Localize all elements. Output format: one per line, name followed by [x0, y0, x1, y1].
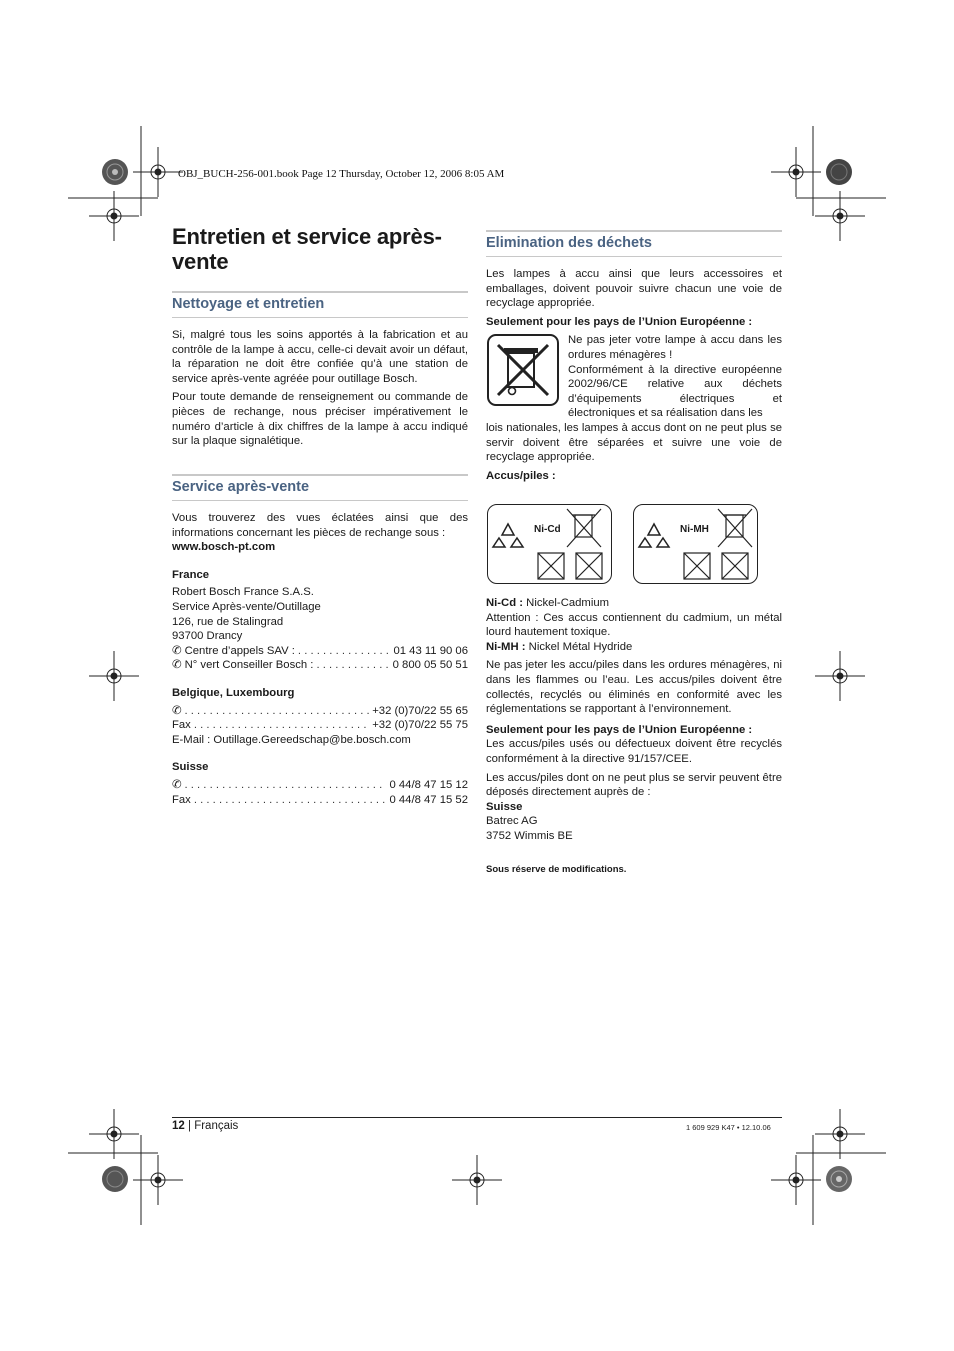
- paragraph: Les accus/piles usés ou défectueux doivent être recyclés conformément à la directive 91/157/CEE.: [486, 738, 782, 765]
- country-heading-belgique: Belgique, Luxembourg: [172, 686, 295, 699]
- registration-target-icon: [145, 159, 171, 185]
- eu-heading: Seulement pour les pays de l’Union Européenne :: [486, 315, 753, 328]
- contact-row: [172, 718, 468, 733]
- elimination-section: [486, 230, 782, 483]
- service-section: [172, 474, 468, 807]
- reserve-note: Sous réserve de modifications.: [486, 863, 627, 875]
- contact-value: 0 44/8 47 15 12: [389, 778, 468, 791]
- contact-value: 0 800 05 50 51: [392, 659, 468, 672]
- footer-code: 1 609 929 K47 • 12.10.06: [686, 1123, 771, 1132]
- crossed-bin-icon: [486, 333, 560, 407]
- suisse-heading: Suisse: [486, 800, 523, 813]
- contact-value: 0 44/8 47 15 52: [389, 793, 468, 806]
- badge-label: Ni-Cd: [534, 524, 561, 535]
- nicd-recycling-badge: [487, 504, 612, 584]
- nicd-label: Ni-Cd :: [486, 597, 524, 609]
- registration-target-icon: [145, 1167, 171, 1193]
- paragraph: Ne pas jeter les accu/piles dans les ordures ménagères, ni dans les flammes ou l’eau. Les accus/piles doivent être collectés, recyclés ou éliminés en conformité avec les réglementations se rapportant à l’environnement.: [486, 659, 782, 716]
- website-link[interactable]: www.bosch-pt.com: [172, 541, 276, 554]
- contact-row: [172, 658, 468, 673]
- paragraph: Si, malgré tous les soins apportés à la fabrication et au contrôle de la lampe à accu, celle-ci devait avoir un défaut, la réparation ne doit être confiée qu’à une station de service après-vente agréée pour outillage Bosch.: [172, 329, 468, 385]
- badge-label: Ni-MH: [680, 524, 709, 535]
- registration-target-icon: [783, 1167, 809, 1193]
- color-disk-icon: [101, 1165, 129, 1193]
- nicd-value: Nickel-Cadmium: [526, 597, 610, 609]
- paragraph: Vous trouverez des vues éclatées ainsi que des informations concernant les pièces de rechange sous :: [172, 512, 468, 539]
- registration-target-icon: [783, 159, 809, 185]
- address-line: Batrec AG: [486, 815, 538, 828]
- contact-label: Fax: [172, 719, 191, 732]
- contact-value: +32 (0)70/22 55 65: [372, 704, 468, 717]
- contact-value: 01 43 11 90 06: [393, 644, 468, 657]
- section-heading: Service après-vente: [172, 474, 468, 501]
- registration-target-icon: [101, 663, 127, 689]
- color-disk-icon: [825, 1165, 853, 1193]
- nimh-label: Ni-MH :: [486, 640, 526, 653]
- contact-label: ✆ N° vert Conseiller Bosch :: [172, 659, 314, 672]
- address-line: 126, rue de Stalingrad: [172, 615, 284, 628]
- accus-heading: Accus/piles :: [486, 469, 556, 482]
- address-line: Robert Bosch France S.A.S.: [172, 586, 314, 599]
- country-heading-france: France: [172, 568, 210, 581]
- contact-label: Fax: [172, 793, 191, 806]
- color-disk-icon: [101, 158, 129, 186]
- address-line: 3752 Wimmis BE: [486, 829, 573, 842]
- footer-language: Français: [194, 1120, 239, 1132]
- footer-page-info: 12 | Français: [172, 1120, 239, 1132]
- country-heading-suisse: Suisse: [172, 761, 209, 774]
- registration-target-icon: [101, 1121, 127, 1147]
- page-title: Entretien et service après-vente: [172, 224, 442, 274]
- paragraph: Ne pas jeter votre lampe à accu dans les ordures ménagères !: [568, 334, 782, 361]
- contact-label: ✆ Centre d’appels SAV :: [172, 644, 295, 657]
- contact-row: [172, 793, 468, 808]
- color-disk-icon: [825, 158, 853, 186]
- contact-label: ✆: [172, 778, 182, 791]
- contact-value: +32 (0)70/22 55 75: [372, 719, 468, 732]
- registration-target-icon: [101, 203, 127, 229]
- paragraph: Pour toute demande de renseignement ou commande de pièces de rechange, nous préciser impérativement le numéro d’article à dix chiffres de la lampe à accu indiqué sur la plaque signalétique.: [172, 391, 468, 448]
- registration-target-icon: [464, 1167, 490, 1193]
- paragraph: Conformément à la directive européenne 2002/96/CE relative aux déchets d’équipements électriques et électroniques et sa réalisation dans les: [568, 363, 782, 420]
- address-line: Service Après-vente/Outillage: [172, 600, 321, 613]
- nettoyage-section: [172, 291, 468, 449]
- nimh-value: Nickel Métal Hydride: [528, 640, 633, 653]
- nicd-line: [486, 596, 782, 611]
- address-line: 93700 Drancy: [172, 630, 243, 643]
- contact-row: [172, 778, 468, 793]
- section-heading: Elimination des déchets: [486, 230, 782, 257]
- paragraph: lois nationales, les lampes à accus dont on ne peut plus se servir doivent être séparées et suivre une voie de recyclage appropriée.: [486, 421, 782, 464]
- contact-row: [172, 644, 468, 659]
- email-line: E-Mail : Outillage.Gereedschap@be.bosch.com: [172, 733, 411, 746]
- section-heading: Nettoyage et entretien: [172, 291, 468, 318]
- paragraph: Les accus/piles dont on ne peut plus se servir peuvent être déposés directement auprès de :: [486, 771, 782, 799]
- print-header: OBJ_BUCH-256-001.book Page 12 Thursday, October 12, 2006 8:05 AM: [178, 168, 505, 180]
- registration-target-icon: [827, 203, 853, 229]
- contact-label: ✆: [172, 704, 182, 717]
- accus-details: [486, 596, 782, 875]
- footer-rule: [172, 1117, 782, 1118]
- nimh-recycling-badge: [633, 504, 758, 584]
- registration-target-icon: [827, 1121, 853, 1147]
- contact-row: [172, 704, 468, 719]
- nimh-line: [486, 640, 782, 655]
- paragraph: Les lampes à accu ainsi que leurs accessoires et emballages, doivent pouvoir suivre chacun une voie de recyclage appropriée.: [486, 268, 782, 310]
- page-number: 12: [172, 1120, 185, 1132]
- eu-heading: Seulement pour les pays de l’Union Européenne :: [486, 723, 753, 736]
- paragraph: Attention : Ces accus contiennent du cadmium, un métal lourd hautement toxique.: [486, 611, 782, 639]
- registration-target-icon: [827, 663, 853, 689]
